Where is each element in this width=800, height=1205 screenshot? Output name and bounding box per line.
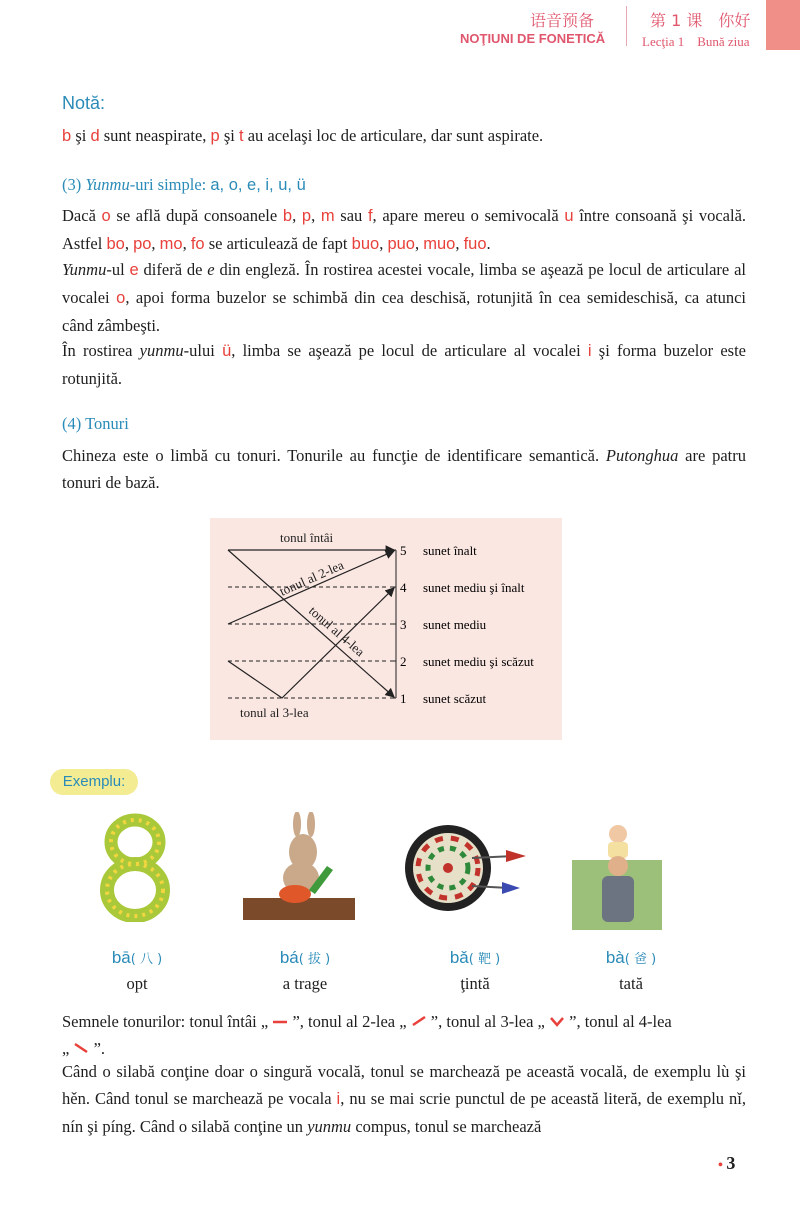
example-item-3 xyxy=(410,948,540,994)
level-3-number: 3 xyxy=(400,617,407,632)
tone-mark-1-icon xyxy=(272,1017,288,1027)
level-2-number: 2 xyxy=(400,654,407,669)
level-4-number: 4 xyxy=(400,580,407,595)
page-number: • 3 xyxy=(718,1153,736,1173)
tone-diagram-svg xyxy=(210,518,562,740)
example-4-hanzi: ( 爸 ) xyxy=(624,952,657,967)
tone-mark-2-icon xyxy=(411,1015,427,1027)
level-5-label: sunet înalt xyxy=(423,543,477,558)
example-badge: Exemplu: xyxy=(50,769,138,795)
level-5-number: 5 xyxy=(400,543,407,558)
section-3-paragraph-2: Yunmu-ul e diferă de e din engleză. În rostirea acestei vocale, limba se aşează pe locul de articulare al vocalei o, apoi forma buzelor se schimbă din cea deschisă, rotunjită în cea semideschisă, ca atunci când zâmbeşti. xyxy=(62,260,747,335)
tone-marks-paragraph: Semnele tonurilor: tonul întâi „ ”, tonul al 2-lea „ ”, tonul al 3-lea „ ”, tonul al 4-lea „ ”. xyxy=(62,1012,672,1058)
section-4-paragraph: Chineza este o limbă cu tonuri. Tonurile au funcţie de identificare semantică. Putonghua are patru tonuri de bază. xyxy=(62,446,747,492)
section-4-heading: (4) Tonuri xyxy=(62,414,129,433)
example-4-pinyin: bà xyxy=(605,948,625,967)
section-3-heading: (3) Yunmu-uri simple: a, o, e, i, u, ü xyxy=(62,175,306,194)
tone-1-label: tonul întâi xyxy=(280,530,334,545)
tone-mark-4-icon xyxy=(73,1042,89,1054)
example-2-hanzi: ( 拔 ) xyxy=(298,952,331,967)
level-1-label: sunet scăzut xyxy=(423,691,487,706)
example-1-pinyin: bā xyxy=(111,948,131,967)
header-lesson-ro: Lecţia 1 Bună ziua xyxy=(642,34,750,49)
dartboard-image xyxy=(402,822,527,912)
example-item-1 xyxy=(72,948,202,994)
tone-diagram xyxy=(210,518,562,740)
example-item-2 xyxy=(240,948,370,994)
tone-placement-paragraph: Când o silabă conţine doar o singură vocală, tonul se marchează pe această vocală, de exemplu lù şi hěn. Când tonul se marchează pe vocala i, nu se mai scrie punctul de pe această literă, de exemplu nǐ, nín şi píng. Când o silabă conţine un yunmu compus, tonul se marchează xyxy=(62,1062,746,1136)
example-2-meaning: a trage xyxy=(282,974,328,993)
example-item-4 xyxy=(566,948,696,994)
eight-flower-image xyxy=(92,812,178,922)
level-4-label: sunet mediu şi înalt xyxy=(423,580,525,595)
example-3-pinyin: bǎ xyxy=(449,948,469,967)
header-section-zh: 语音预备 xyxy=(530,11,595,30)
level-3-label: sunet mediu xyxy=(423,617,487,632)
example-1-meaning: opt xyxy=(126,974,148,993)
section-3-paragraph-1: Dacă o se află după consoanele b, p, m sau f, apare mereu o semivocală u între consoană şi vocală. Astfel bo, po, mo, fo se articulează de fapt buo, puo, muo, fuo. xyxy=(62,206,747,253)
tone-3-label: tonul al 3-lea xyxy=(240,705,309,720)
tone-2-label: tonul al 2-lea xyxy=(277,557,346,599)
level-2-label: sunet mediu şi scăzut xyxy=(423,654,534,669)
example-3-meaning: ţintă xyxy=(460,974,490,993)
section-3-paragraph-3: În rostirea yunmu-ului ü, limba se aşează pe locul de articulare al vocalei i şi forma buzelor este rotunjită. xyxy=(62,341,746,388)
example-1-hanzi: ( 八 ) xyxy=(130,952,163,967)
tone-4-label: tonul al 4-lea xyxy=(306,602,368,660)
example-2-pinyin: bá xyxy=(279,948,299,967)
tone-mark-3-icon xyxy=(549,1015,565,1027)
father-child-image xyxy=(572,820,662,930)
tone-3-line xyxy=(228,588,394,698)
rabbit-carrot-image xyxy=(243,812,355,920)
header-color-tab xyxy=(766,0,800,50)
example-4-meaning: tată xyxy=(619,974,643,993)
note-text: b şi d sunt neaspirate, p şi t au acelaşi loc de articulare, dar sunt aspirate. xyxy=(62,126,544,145)
note-title: Notă: xyxy=(62,93,106,113)
level-1-number: 1 xyxy=(400,691,407,706)
header-divider xyxy=(626,6,627,46)
header-section-ro: NOŢIUNI DE FONETICĂ xyxy=(460,31,606,46)
example-3-hanzi: ( 靶 ) xyxy=(468,952,501,967)
header-lesson-zh: 第 1 课 你好 xyxy=(650,11,751,30)
